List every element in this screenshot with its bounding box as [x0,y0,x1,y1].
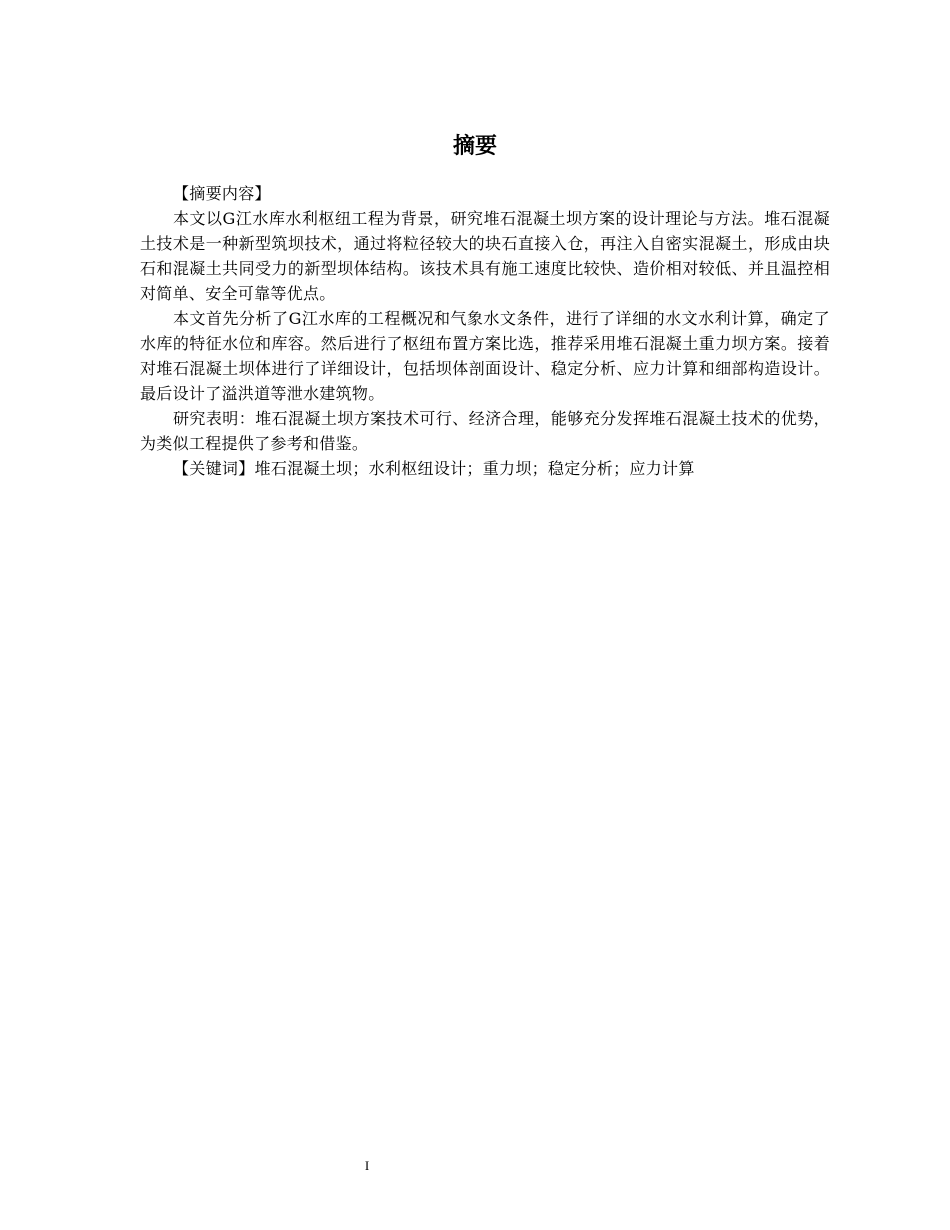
keywords-label: 【关键词】 [173,459,255,478]
section-label: 【摘要内容】 [173,184,271,203]
abstract-paragraph-1: 本文以G江水库水利枢纽工程为背景，研究堆石混凝土坝方案的设计理论与方法。堆石混凝土技术是一种新型筑坝技术，通过将粒径较大的块石直接入仓，再注入自密实混凝土，形成由块石和混凝土共同受力的新型坝体结构。该技术具有施工速度比较快、造价相对较低、并且温控相对简单、安全可靠等优点。 [140,209,830,303]
page-number: I [364,1158,370,1173]
abstract-body [140,181,830,481]
abstract-paragraph-2: 本文首先分析了G江水库的工程概况和气象水文条件，进行了详细的水文水利计算，确定了水库的特征水位和库容。然后进行了枢纽布置方案比选，推荐采用堆石混凝土重力坝方案。接着对堆石混凝土坝体进行了详细设计，包括坝体剖面设计、稳定分析、应力计算和细部构造设计。最后设计了溢洪道等泄水建筑物。 [140,309,830,403]
keywords-text: 堆石混凝土坝；水利枢纽设计；重力坝；稳定分析；应力计算 [254,459,695,478]
keywords-line [140,456,830,481]
page-title: 摘要 [452,134,497,159]
abstract-paragraph-3: 研究表明：堆石混凝土坝方案技术可行、经济合理，能够充分发挥堆石混凝土技术的优势，为类似工程提供了参考和借鉴。 [140,409,830,453]
